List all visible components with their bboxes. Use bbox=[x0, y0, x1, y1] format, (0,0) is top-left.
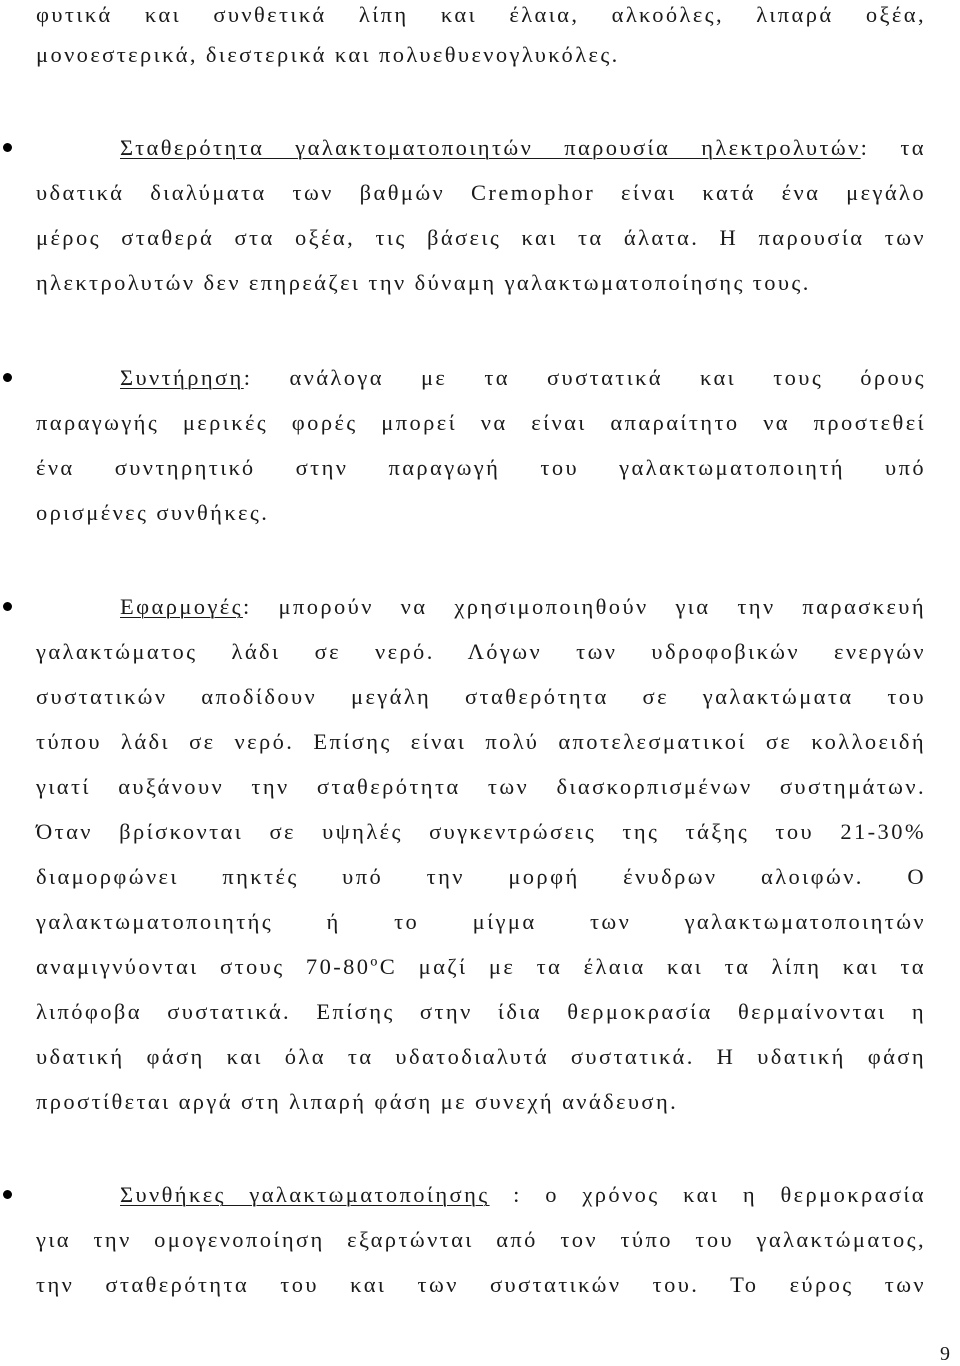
bullet-term-rest: : τα bbox=[860, 135, 926, 160]
paragraph-line: την σταθερότητα του και των συστατικών του. Το εύρος των bbox=[36, 1272, 926, 1297]
paragraph-line: υδατική φάση και όλα τα υδατοδιαλυτά συστατικά. Η υδατική φάση bbox=[36, 1044, 926, 1069]
bullet-term: Εφαρμογές bbox=[120, 594, 243, 619]
paragraph-line: μέρος σταθερά στα οξέα, τις βάσεις και τα άλατα. Η παρουσία των bbox=[36, 225, 926, 250]
bullet-icon bbox=[3, 602, 12, 611]
paragraph-line: λιπόφοβα συστατικά. Επίσης στην ίδια θερμοκρασία θερμαίνονται η bbox=[36, 999, 926, 1024]
page-number: 9 bbox=[940, 1343, 950, 1365]
bullet-first-line bbox=[120, 587, 926, 627]
paragraph-line: αναμιγνύονται στους 70-80ºC μαζί με τα έλαια και τα λίπη και τα bbox=[36, 954, 926, 979]
paragraph-line: προστίθεται αργά στη λιπαρή φάση με συνεχή ανάδευση. bbox=[36, 1089, 679, 1114]
paragraph-line: για την ομογενοποίηση εξαρτώνται από τον τύπο του γαλακτώματος, bbox=[36, 1227, 926, 1252]
continuation-line: φυτικά και συνθετικά λίπη και έλαια, αλκοόλες, λιπαρά οξέα, bbox=[36, 2, 926, 27]
paragraph-line: τύπου λάδι σε νερό. Επίσης είναι πολύ αποτελεσματικοί σε κολλοειδή bbox=[36, 729, 926, 754]
continuation-line: μονοεστερικά, διεστερικά και πολυεθυενογλυκόλες. bbox=[36, 42, 620, 67]
paragraph-line: γαλακτωματοποιητής ή το μίγμα των γαλακτωματοποιητών bbox=[36, 909, 926, 934]
paragraph-line: ηλεκτρολυτών δεν επηρεάζει την δύναμη γαλακτωματοποίησης τους. bbox=[36, 270, 811, 295]
paragraph-line: γιατί αυξάνουν την σταθερότητα των διασκορπισμένων συστημάτων. bbox=[36, 774, 926, 799]
bullet-icon bbox=[3, 1190, 12, 1199]
bullet-term: Συνθήκες γαλακτωματοποίησης bbox=[120, 1182, 490, 1207]
bullet-icon bbox=[3, 143, 12, 152]
bullet-first-line bbox=[120, 1175, 926, 1215]
bullet-term-rest: : ο χρόνος και η θερμοκρασία bbox=[489, 1182, 926, 1207]
paragraph-line: ένα συντηρητικό στην παραγωγή του γαλακτωματοποιητή υπό bbox=[36, 455, 926, 480]
bullet-term: Σταθερότητα γαλακτοματοποιητών παρουσία ηλεκτρολυτών bbox=[120, 135, 861, 160]
paragraph-line: ορισμένες συνθήκες. bbox=[36, 500, 270, 525]
bullet-first-line bbox=[120, 128, 926, 168]
bullet-first-line bbox=[120, 358, 926, 398]
bullet-icon bbox=[3, 373, 12, 382]
paragraph-line: υδατικά διαλύματα των βαθμών Cremophor είναι κατά ένα μεγάλο bbox=[36, 180, 926, 205]
bullet-term: Συντήρηση bbox=[120, 365, 244, 390]
bullet-term-rest: : μπορούν να χρησιμοποιηθούν για την παρασκευή bbox=[242, 594, 926, 619]
paragraph-line: παραγωγής μερικές φορές μπορεί να είναι απαραίτητο να προστεθεί bbox=[36, 410, 926, 435]
bullet-term-rest: : ανάλογα με τα συστατικά και τους όρους bbox=[243, 365, 926, 390]
paragraph-line: Όταν βρίσκονται σε υψηλές συγκεντρώσεις της τάξης του 21-30% bbox=[36, 819, 926, 844]
paragraph-line: γαλακτώματος λάδι σε νερό. Λόγων των υδροφοβικών ενεργών bbox=[36, 639, 926, 664]
paragraph-line: συστατικών αποδίδουν μεγάλη σταθερότητα σε γαλακτώματα του bbox=[36, 684, 926, 709]
paragraph-line: διαμορφώνει πηκτές υπό την μορφή ένυδρων αλοιφών. Ο bbox=[36, 864, 926, 889]
